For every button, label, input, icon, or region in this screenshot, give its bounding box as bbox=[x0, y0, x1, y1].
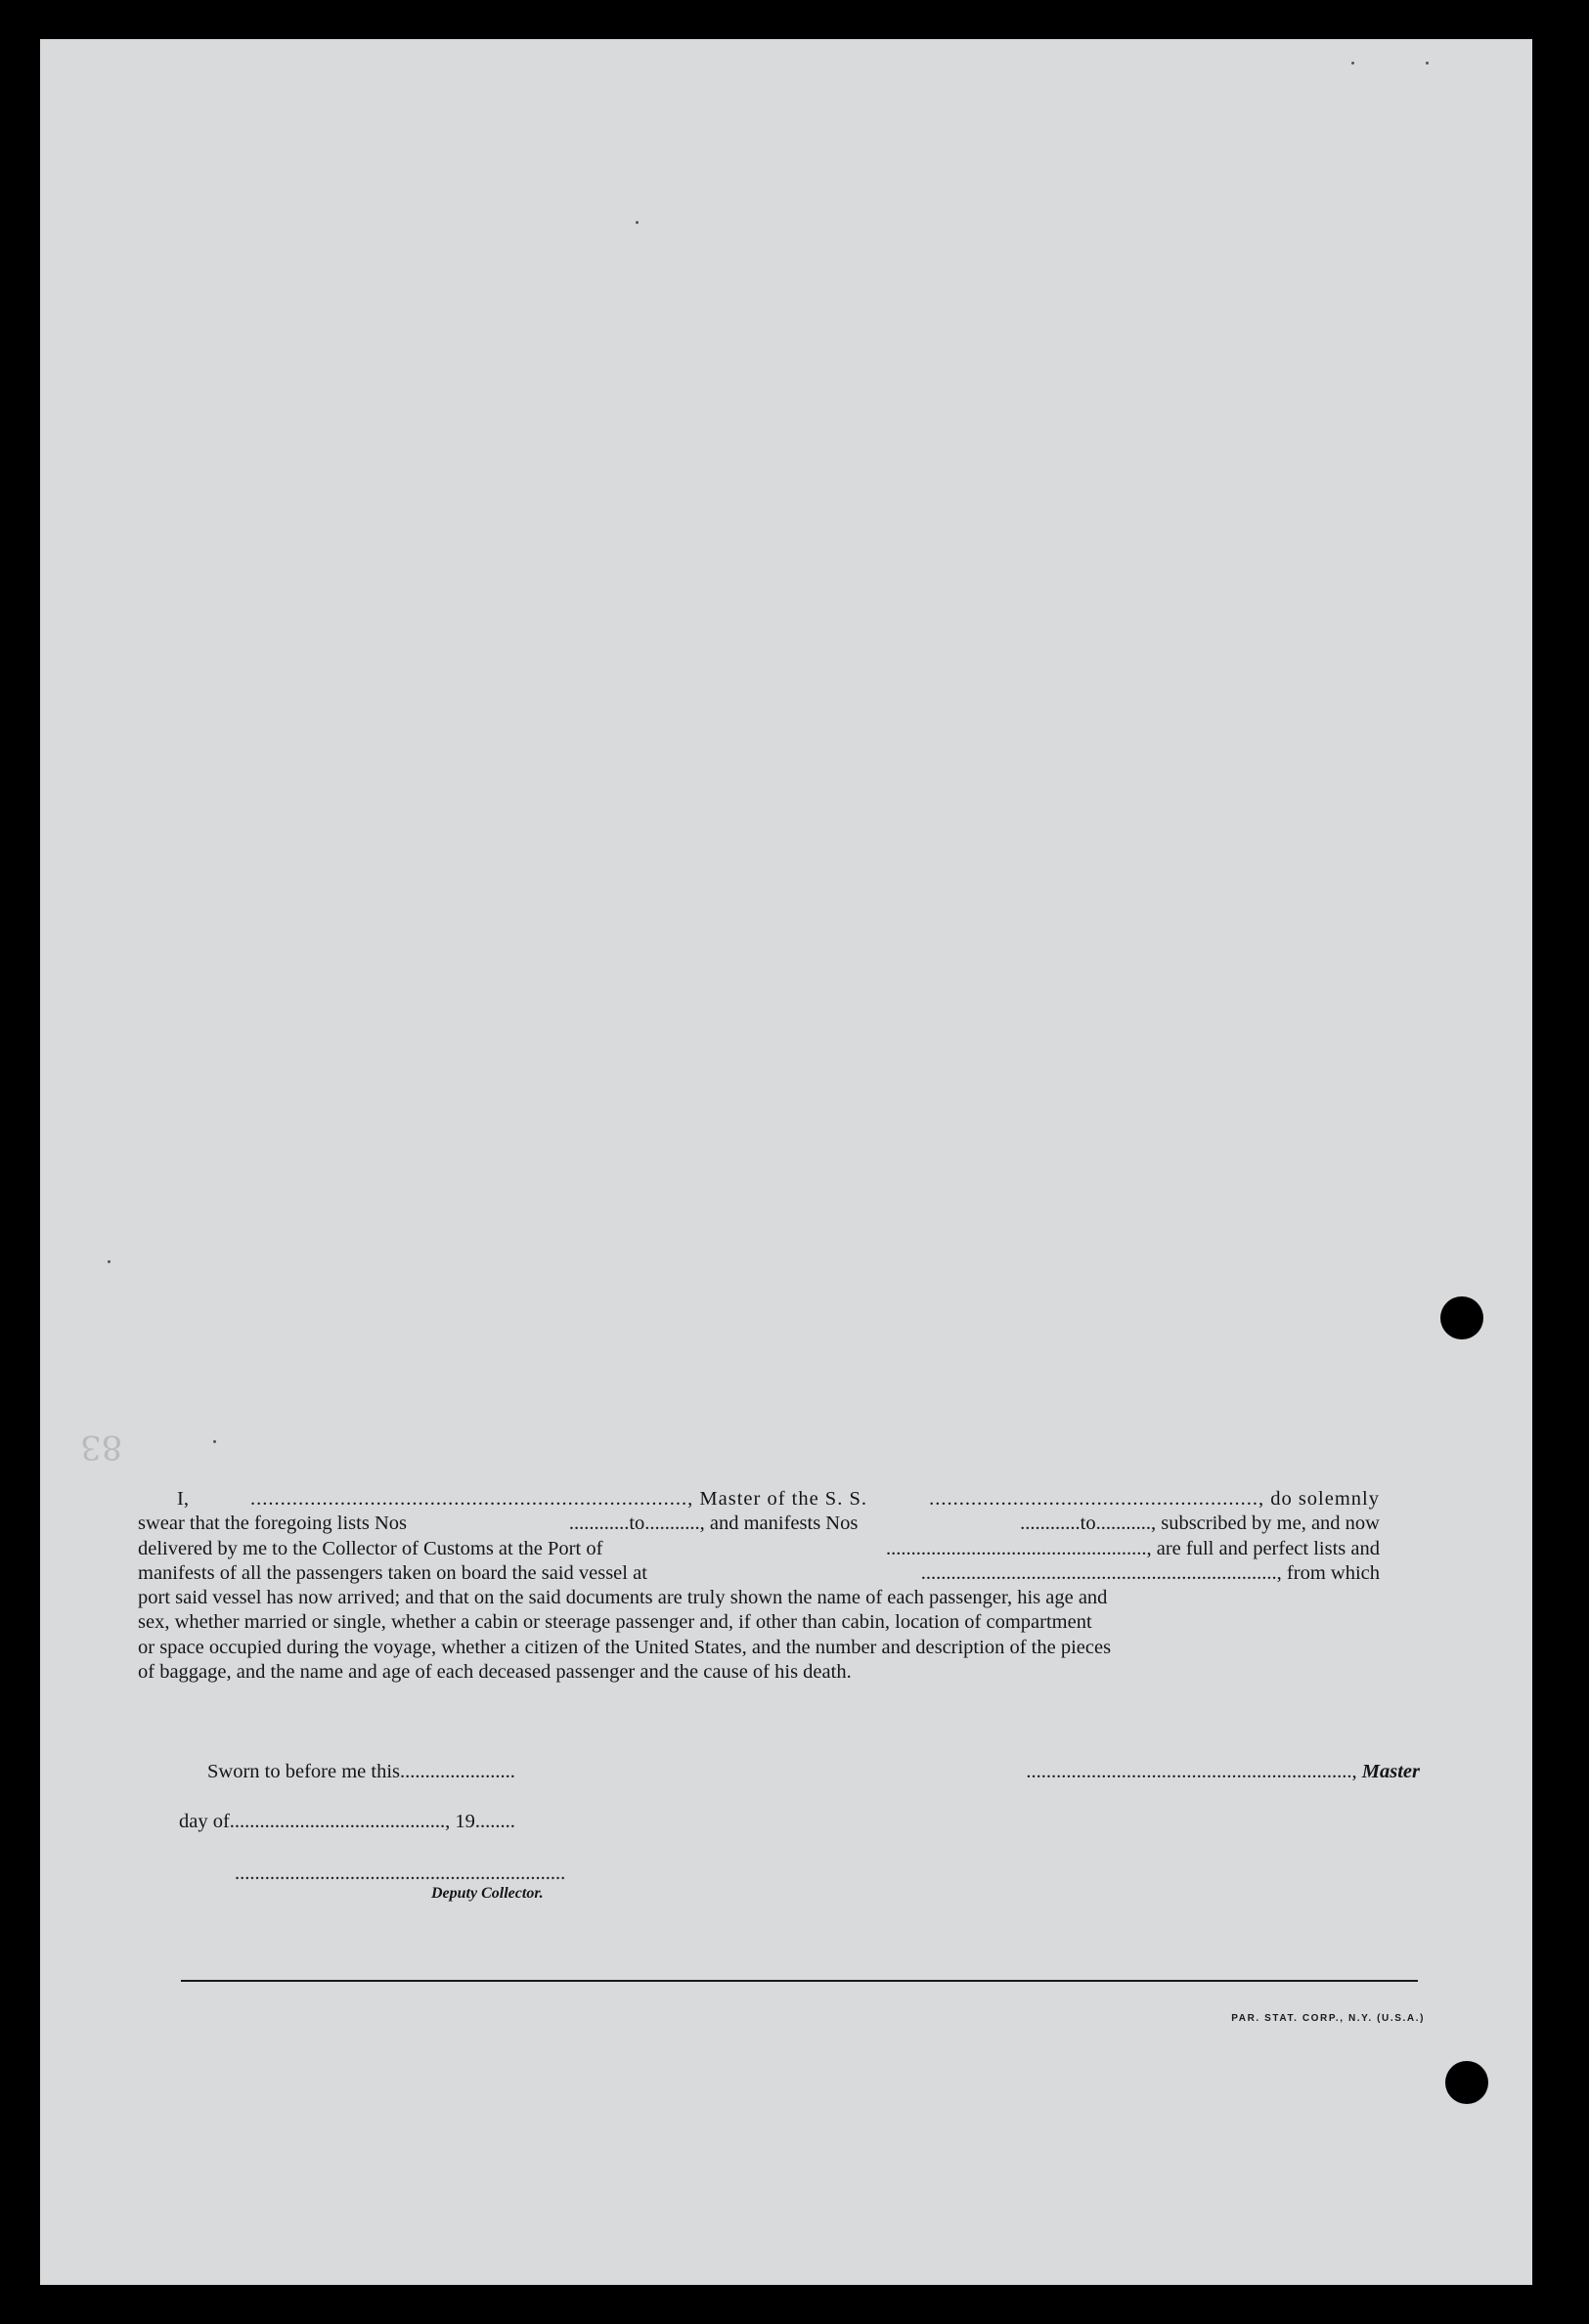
master-label: Master bbox=[1361, 1761, 1420, 1782]
printer-imprint: PAR. STAT. CORP., N.Y. (U.S.A.) bbox=[1231, 2013, 1425, 2024]
oath-text: ........................................................................., Master of the S. S. bbox=[250, 1488, 867, 1510]
oath-line-1 bbox=[138, 1487, 1380, 1512]
speck bbox=[1426, 62, 1429, 65]
speck bbox=[636, 221, 639, 224]
horizontal-rule bbox=[181, 1980, 1418, 1982]
speck bbox=[108, 1260, 110, 1263]
oath-line-7 bbox=[138, 1636, 1380, 1660]
sworn-row bbox=[0, 1761, 1589, 1790]
oath-text: of baggage, and the name and age of each deceased passenger and the cause of his death. bbox=[138, 1661, 852, 1684]
punch-hole-bottom bbox=[1445, 2061, 1488, 2104]
sworn-before-field: Sworn to before me this....................... bbox=[207, 1761, 515, 1782]
oath-text: ............to..........., and manifests Nos bbox=[568, 1513, 859, 1535]
oath-text: or space occupied during the voyage, whether a citizen of the United States, and the number and description of the pieces bbox=[138, 1636, 1112, 1658]
oath-text: ......................................................., do solemnly bbox=[929, 1488, 1380, 1510]
oath-line-5 bbox=[138, 1586, 1380, 1610]
deputy-signature-line: .................................................................. bbox=[235, 1863, 566, 1884]
oath-text: ......................................................................., from which bbox=[920, 1561, 1380, 1584]
paper-sheet bbox=[40, 39, 1532, 2285]
margin-mark: 83 bbox=[80, 1427, 123, 1467]
deputy-collector-label: Deputy Collector. bbox=[431, 1885, 544, 1902]
master-signature-field bbox=[1026, 1761, 1420, 1783]
oath-text: ............to..........., subscribed by me, and now bbox=[1020, 1513, 1380, 1535]
oath-text: manifests of all the passengers taken on board the said vessel at bbox=[138, 1561, 647, 1584]
oath-text: swear that the foregoing lists Nos bbox=[138, 1513, 407, 1535]
oath-text: port said vessel has now arrived; and that on the said documents are truly shown the name of each passenger, his age and bbox=[138, 1587, 1108, 1609]
punch-hole-top bbox=[1440, 1296, 1483, 1339]
speck bbox=[213, 1440, 216, 1443]
oath-line-4 bbox=[138, 1561, 1380, 1586]
oath-paragraph bbox=[138, 1487, 1380, 1685]
master-signature-dots: ................................................................., bbox=[1026, 1761, 1357, 1782]
oath-text: delivered by me to the Collector of Customs at the Port of bbox=[138, 1537, 603, 1559]
oath-text: ...................................................., are full and perfect lists and bbox=[885, 1537, 1380, 1559]
oath-line-2 bbox=[138, 1512, 1380, 1536]
oath-text: sex, whether married or single, whether a cabin or steerage passenger and, if other than cabin, location of compartment bbox=[138, 1611, 1092, 1634]
speck bbox=[1351, 62, 1354, 65]
oath-text: I, bbox=[177, 1488, 189, 1510]
oath-line-3 bbox=[138, 1537, 1380, 1561]
day-of-field: day of..........................................., 19........ bbox=[179, 1811, 515, 1832]
oath-line-6 bbox=[138, 1610, 1380, 1635]
oath-line-8 bbox=[138, 1660, 1380, 1685]
